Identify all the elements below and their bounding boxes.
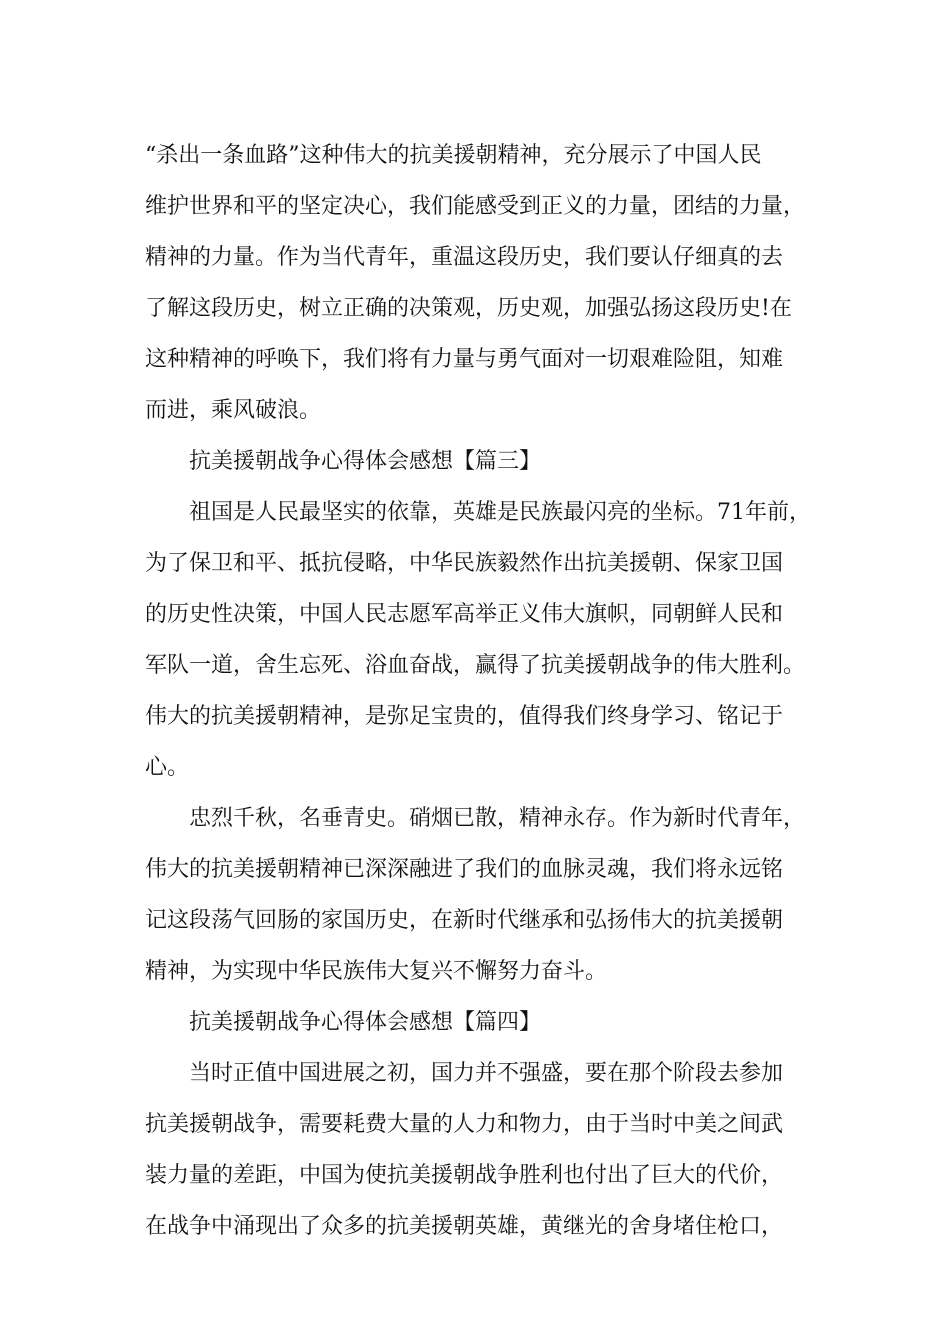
text-line: 当时正值中国进展之初，国力并不强盛，要在那个阶段去参加 [189, 1061, 784, 1086]
text-line: 精神的力量。作为当代青年，重温这段历史，我们要认仔细真的去 [145, 245, 784, 270]
section-heading: 抗美援朝战争心得体会感想【篇三】 [189, 449, 542, 474]
text-line: 这种精神的呼唤下，我们将有力量与勇气面对一切艰难险阻，知难 [145, 347, 784, 372]
text-line: 装力量的差距，中国为使抗美援朝战争胜利也付出了巨大的代价， [145, 1163, 784, 1188]
text-line: 维护世界和平的坚定决心，我们能感受到正义的力量，团结的力量， [145, 194, 806, 219]
text-line: 伟大的抗美援朝精神已深深融进了我们的血脉灵魂，我们将永远铭 [145, 857, 784, 882]
text-line: 为了保卫和平、抵抗侵略，中华民族毅然作出抗美援朝、保家卫国 [145, 551, 784, 576]
text-line: 心。 [145, 755, 190, 780]
text-line: 伟大的抗美援朝精神，是弥足宝贵的，值得我们终身学习、铭记于 [145, 704, 784, 729]
text-line: “杀出一条血路”这种伟大的抗美援朝精神，充分展示了中国人民 [145, 143, 762, 168]
text-line: 记这段荡气回肠的家国历史，在新时代继承和弘扬伟大的抗美援朝 [145, 908, 784, 933]
section-heading: 抗美援朝战争心得体会感想【篇四】 [189, 1010, 542, 1035]
text-line: 抗美援朝战争，需要耗费大量的人力和物力，由于当时中美之间武 [145, 1112, 784, 1137]
text-line: 了解这段历史，树立正确的决策观，历史观，加强弘扬这段历史!在 [145, 296, 792, 321]
text-line: 祖国是人民最坚实的依靠，英雄是民族最闪亮的坐标。71年前， [189, 500, 811, 525]
text-line: 军队一道，舍生忘死、浴血奋战，赢得了抗美援朝战争的伟大胜利。 [145, 653, 806, 678]
text-line: 忠烈千秋，名垂青史。硝烟已散，精神永存。作为新时代青年， [189, 806, 806, 831]
text-line: 在战争中涌现出了众多的抗美援朝英雄，黄继光的舍身堵住枪口， [145, 1214, 784, 1239]
text-line: 而进，乘风破浪。 [145, 398, 322, 423]
document-body [145, 130, 815, 1252]
text-line: 精神，为实现中华民族伟大复兴不懈努力奋斗。 [145, 959, 608, 984]
text-line: 的历史性决策，中国人民志愿军高举正义伟大旗帜，同朝鲜人民和 [145, 602, 784, 627]
